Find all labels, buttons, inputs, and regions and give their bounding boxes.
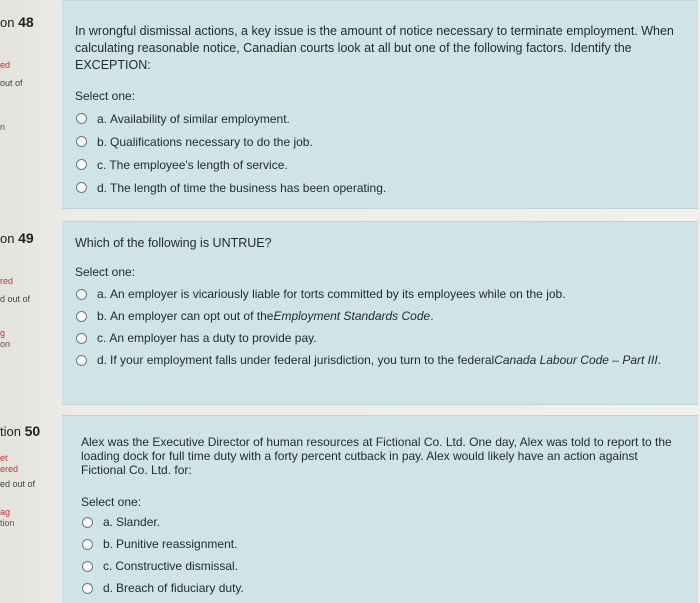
option-d[interactable]: d. Breach of fiduciary duty. [82,577,698,599]
question-number: on 48 [0,14,34,30]
radio-button[interactable] [82,539,93,550]
radio-button[interactable] [76,113,87,124]
flag-question-link[interactable]: n [0,122,6,132]
radio-button[interactable] [76,159,87,170]
option-d[interactable]: d. The length of time the business has been operating. [76,176,698,199]
select-one-label: Select one: [75,89,136,103]
question-status: red [0,276,14,286]
question-box-49 [62,221,698,405]
option-a[interactable]: a. Slander. [82,511,698,533]
radio-button[interactable] [76,182,87,193]
question-number: on 49 [0,230,34,246]
radio-button[interactable] [76,311,87,322]
option-c[interactable]: c. The employee's length of service. [76,153,698,176]
radio-button[interactable] [82,517,93,528]
question-marks: out of [0,78,23,88]
option-b[interactable]: b. An employer can opt out of the Employment Standards Code . [76,305,698,327]
question-info-50 [0,423,60,529]
radio-button[interactable] [76,289,87,300]
flag-question-link[interactable]: ag tion [0,507,15,528]
answer-options [62,511,698,599]
question-marks: d out of [0,294,31,304]
radio-button[interactable] [76,136,87,147]
question-text: Alex was the Executive Director of human resources at Fictional Co. Ltd. One day, Alex was told to report to the loading dock for full time duty with a forty percent cutback in pay. Alex would likely have an action against Fictional Co. Ltd. for: [81,435,672,477]
radio-button[interactable] [82,583,93,594]
question-number: tion 50 [0,423,41,439]
question-box-50 [62,415,698,603]
flag-question-link[interactable]: g on [0,328,11,349]
answer-options [62,283,698,371]
option-c[interactable]: c. An employer has a duty to provide pay. [76,327,698,349]
option-b[interactable]: b. Punitive reassignment. [82,533,698,555]
question-info-48 [0,14,60,133]
question-text: In wrongful dismissal actions, a key issue is the amount of notice necessary to terminate employment. When calculating reasonable notice, Canadian courts look at all but one of the following factors. Identify the EXCEPTION: [75,24,674,72]
answer-options [62,107,698,199]
question-marks: ed out of [0,479,36,489]
select-one-label: Select one: [81,495,142,509]
question-status: ed [0,60,11,70]
question-status: et ered [0,453,19,474]
question-info-49 [0,230,60,350]
option-c[interactable]: c. Constructive dismissal. [82,555,698,577]
radio-button[interactable] [82,561,93,572]
option-d[interactable]: d. If your employment falls under federal jurisdiction, you turn to the federal Canada Labour Code – Part III . [76,349,698,371]
radio-button[interactable] [76,333,87,344]
option-a[interactable]: a. Availability of similar employment. [76,107,698,130]
radio-button[interactable] [76,355,87,366]
option-a[interactable]: a. An employer is vicariously liable for torts committed by its employees while on the job. [76,283,698,305]
select-one-label: Select one: [75,265,136,279]
option-b[interactable]: b. Qualifications necessary to do the job. [76,130,698,153]
question-text: Which of the following is UNTRUE? [75,236,272,250]
question-box-48 [62,0,698,209]
